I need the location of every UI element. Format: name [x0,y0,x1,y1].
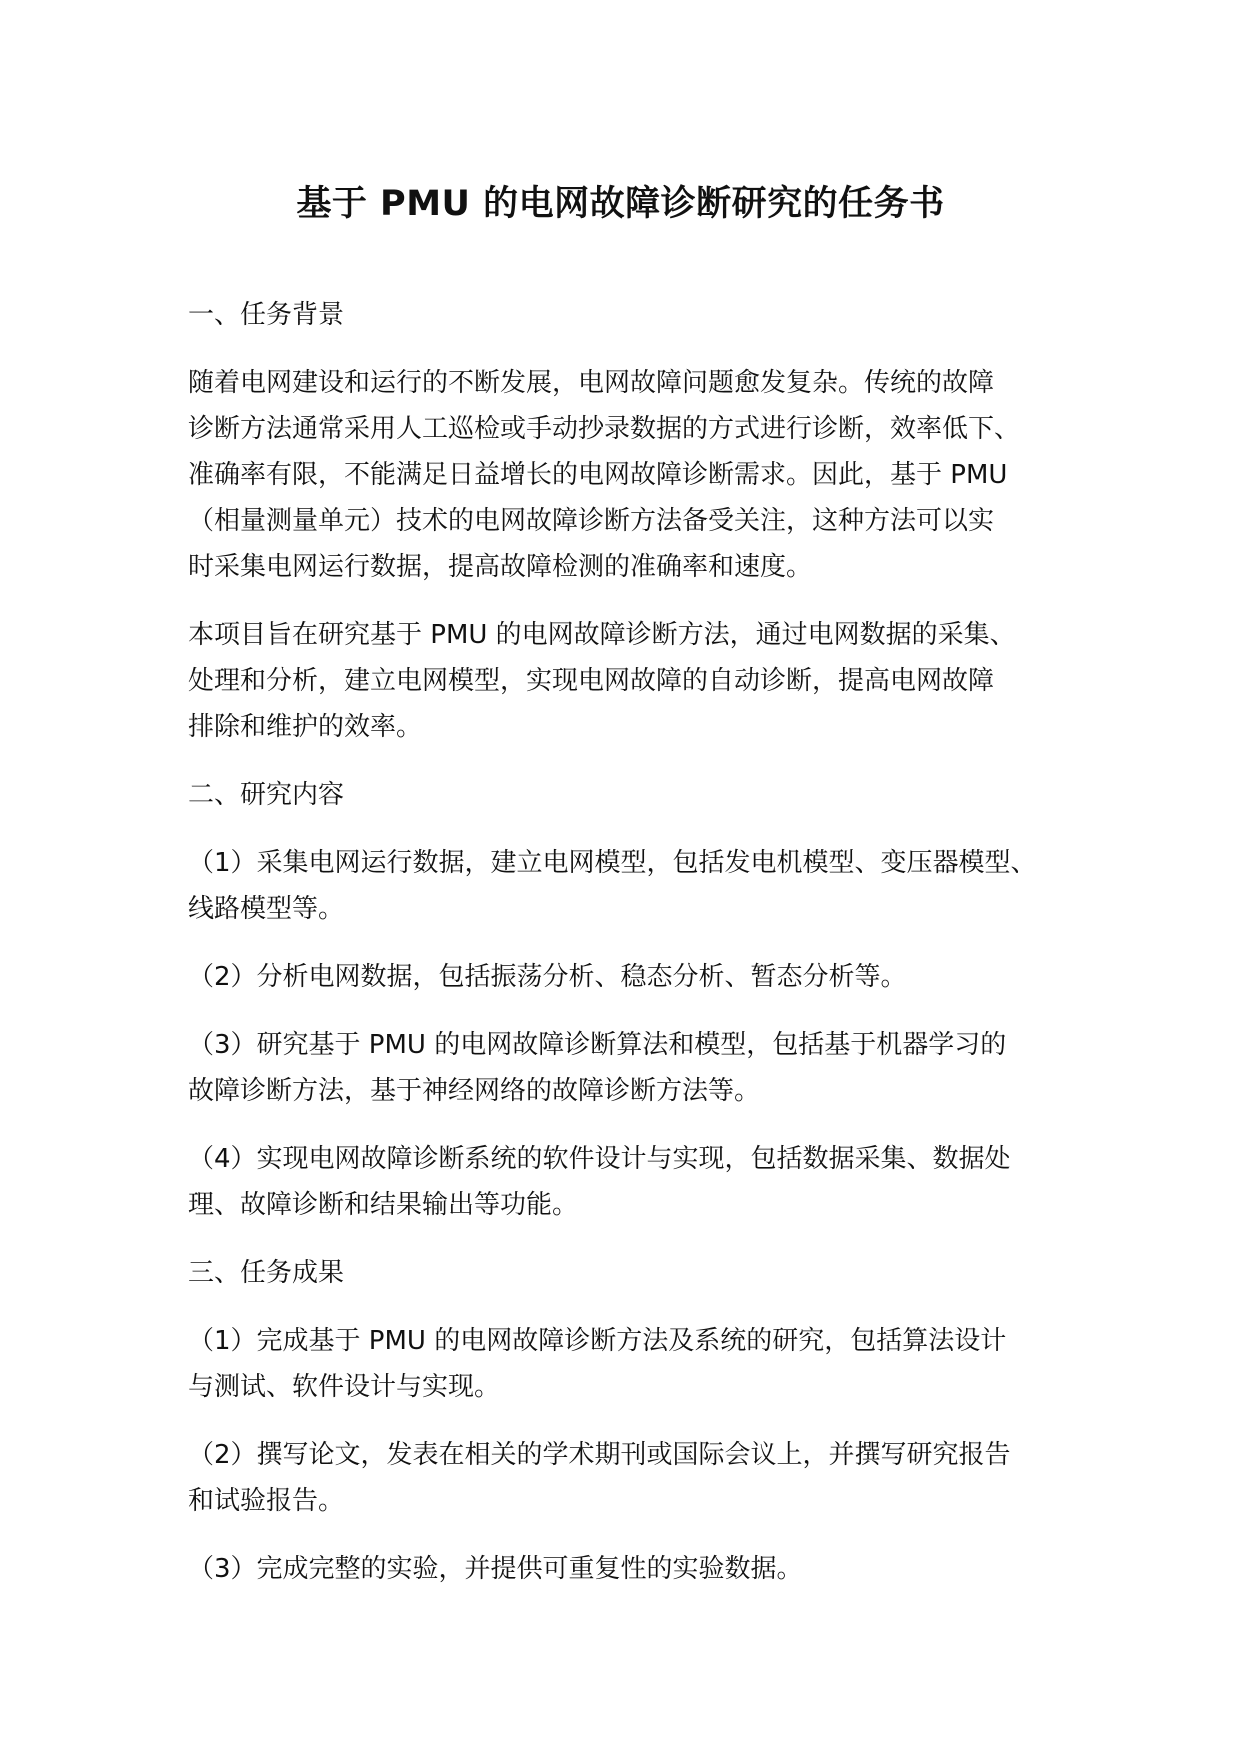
document-title: 基于 PMU 的电网故障诊断研究的任务书 [296,184,945,224]
text-line: 随着电网建设和运行的不断发展，电网故障问题愈发复杂。传统的故障 [188,368,995,398]
text-line: 本项目旨在研究基于 PMU 的电网故障诊断方法，通过电网数据的采集、 [188,620,1016,650]
research-item-3 [188,1022,1078,1114]
section-heading-research-content: 二、研究内容 [188,780,345,810]
result-item-3 [188,1546,1078,1592]
text-line: （3）研究基于 PMU 的电网故障诊断算法和模型，包括基于机器学习的 [188,1030,1007,1060]
research-item-2 [188,954,1078,1000]
text-line: （1）完成基于 PMU 的电网故障诊断方法及系统的研究，包括算法设计 [188,1326,1007,1356]
text-line: （相量测量单元）技术的电网故障诊断方法备受关注，这种方法可以实 [188,506,995,536]
result-item-1 [188,1318,1078,1410]
text-line: 和试验报告。 [188,1486,345,1516]
section-heading-task-results: 三、任务成果 [188,1258,345,1288]
text-line: 线路模型等。 [188,894,345,924]
text-line: （3）完成完整的实验，并提供可重复性的实验数据。 [188,1554,803,1584]
result-item-2 [188,1432,1078,1524]
text-line: 排除和维护的效率。 [188,712,423,742]
paragraph-background-2 [188,612,1078,750]
text-line: （2）分析电网数据，包括振荡分析、稳态分析、暂态分析等。 [188,962,907,992]
research-item-1 [188,840,1078,932]
text-line: （2）撰写论文，发表在相关的学术期刊或国际会议上，并撰写研究报告 [188,1440,1011,1470]
text-line: 故障诊断方法，基于神经网络的故障诊断方法等。 [188,1076,761,1106]
text-line: 与测试、软件设计与实现。 [188,1372,501,1402]
text-line: 准确率有限，不能满足日益增长的电网故障诊断需求。因此，基于 PMU [188,460,1008,490]
text-line: （1）采集电网运行数据，建立电网模型，包括发电机模型、变压器模型、 [188,848,1037,878]
document-body [188,292,1078,1614]
text-line: 理、故障诊断和结果输出等功能。 [188,1190,579,1220]
section-heading-background: 一、任务背景 [188,300,345,330]
text-line: 处理和分析，建立电网模型，实现电网故障的自动诊断，提高电网故障 [188,666,995,696]
paragraph-background-1 [188,360,1078,590]
text-line: 诊断方法通常采用人工巡检或手动抄录数据的方式进行诊断，效率低下、 [188,414,1021,444]
research-item-4 [188,1136,1078,1228]
text-line: （4）实现电网故障诊断系统的软件设计与实现，包括数据采集、数据处 [188,1144,1011,1174]
text-line: 时采集电网运行数据，提高故障检测的准确率和速度。 [188,552,813,582]
